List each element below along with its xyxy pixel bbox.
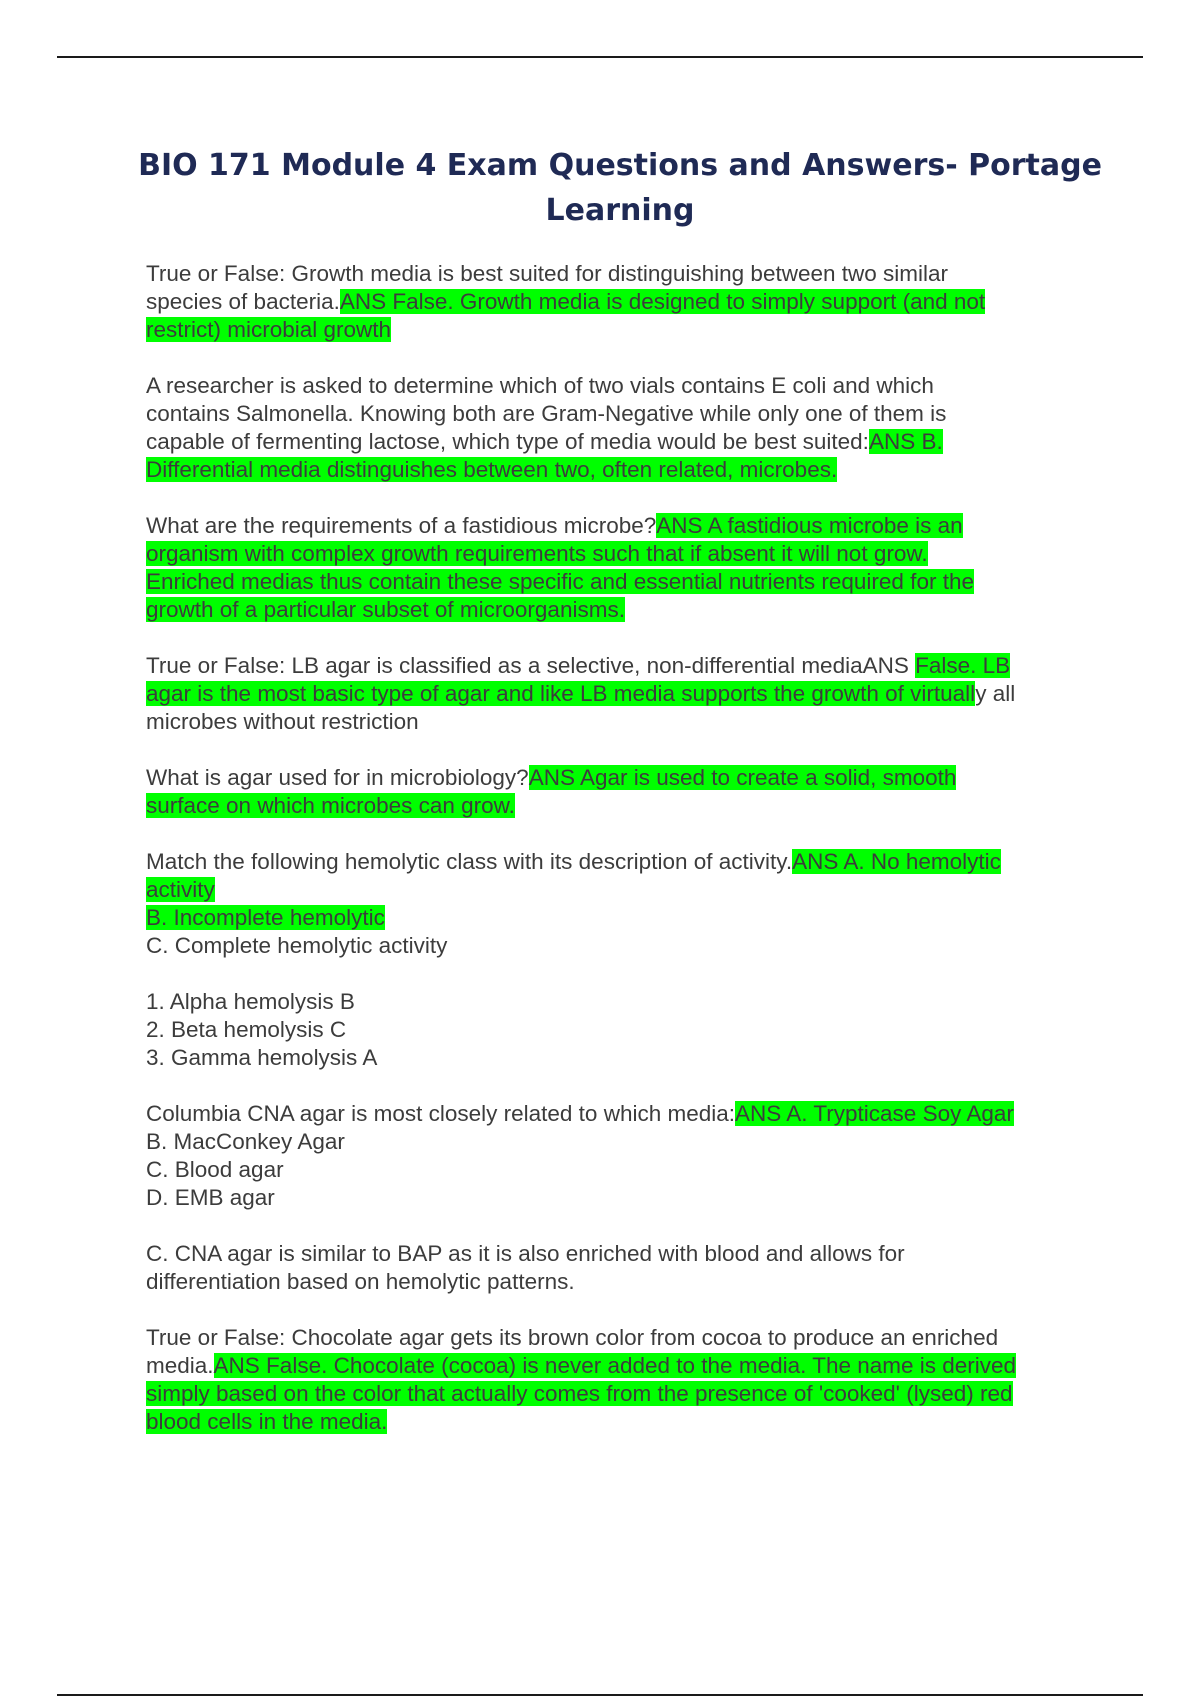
text-line xyxy=(146,1240,1096,1268)
text-line xyxy=(146,512,1096,540)
top-divider xyxy=(57,56,1143,58)
question-text: True or False: LB agar is classified as a selective, non-differential mediaANS xyxy=(146,653,916,678)
question-text: True or False: Chocolate agar gets its brown color from cocoa to produce an enriched xyxy=(146,1325,999,1350)
answer-highlight: Differential media distinguishes between two, often related, microbes. xyxy=(146,457,838,482)
question-block xyxy=(146,988,1096,1072)
answer-highlight: ANS A. Trypticase Soy Agar xyxy=(735,1101,1014,1126)
question-text: C. Complete hemolytic activity xyxy=(146,933,448,958)
text-line xyxy=(146,596,1096,624)
text-line xyxy=(146,540,1096,568)
question-text: media. xyxy=(146,1353,214,1378)
text-line xyxy=(146,1268,1096,1296)
question-text: 3. Gamma hemolysis A xyxy=(146,1045,378,1070)
question-text: capable of fermenting lactose, which type of media would be best suited: xyxy=(146,429,869,454)
document-title xyxy=(130,143,1110,233)
answer-highlight: activity xyxy=(146,877,215,902)
text-line xyxy=(146,792,1096,820)
question-block xyxy=(146,1324,1096,1436)
question-text: C. CNA agar is similar to BAP as it is also enriched with blood and allows for xyxy=(146,1241,905,1266)
title-line-2: Learning xyxy=(545,193,695,228)
question-text: contains Salmonella. Knowing both are Gram-Negative while only one of them is xyxy=(146,401,947,426)
text-line xyxy=(146,904,1096,932)
text-line xyxy=(146,1352,1096,1380)
text-line xyxy=(146,764,1096,792)
text-line xyxy=(146,848,1096,876)
text-line xyxy=(146,372,1096,400)
question-text: A researcher is asked to determine which of two vials contains E coli and which xyxy=(146,373,934,398)
text-line xyxy=(146,652,1096,680)
question-text: Match the following hemolytic class with its description of activity. xyxy=(146,849,793,874)
text-line xyxy=(146,428,1096,456)
text-line xyxy=(146,1128,1096,1156)
answer-highlight: ANS False. Chocolate (cocoa) is never added to the media. The name is derived xyxy=(213,1353,1017,1378)
answer-highlight: organism with complex growth requirements such that if absent it will not grow. xyxy=(146,541,928,566)
question-list xyxy=(146,260,1096,1464)
answer-highlight: ANS False. Growth media is designed to simply support (and not xyxy=(339,289,986,314)
text-line xyxy=(146,1016,1096,1044)
text-line xyxy=(146,932,1096,960)
question-text: differentiation based on hemolytic patterns. xyxy=(146,1269,575,1294)
question-text: What are the requirements of a fastidious microbe? xyxy=(146,513,657,538)
text-line xyxy=(146,456,1096,484)
text-line xyxy=(146,988,1096,1016)
answer-highlight: ANS Agar is used to create a solid, smooth xyxy=(528,765,957,790)
question-text: B. MacConkey Agar xyxy=(146,1129,345,1154)
text-line xyxy=(146,288,1096,316)
question-block xyxy=(146,1240,1096,1296)
question-text: What is agar used for in microbiology? xyxy=(146,765,529,790)
question-block xyxy=(146,764,1096,820)
answer-highlight: blood cells in the media. xyxy=(146,1409,388,1434)
question-block xyxy=(146,372,1096,484)
text-line xyxy=(146,1100,1096,1128)
text-line xyxy=(146,260,1096,288)
answer-highlight: agar is the most basic type of agar and like LB media supports the growth of virtuall xyxy=(146,681,976,706)
question-block xyxy=(146,512,1096,624)
text-line xyxy=(146,316,1096,344)
question-block xyxy=(146,260,1096,344)
text-line xyxy=(146,1408,1096,1436)
answer-highlight: growth of a particular subset of microorganisms. xyxy=(146,597,625,622)
text-line xyxy=(146,876,1096,904)
question-text: 1. Alpha hemolysis B xyxy=(146,989,355,1014)
answer-highlight: False. LB xyxy=(915,653,1011,678)
answer-highlight: ANS A. No hemolytic xyxy=(792,849,1001,874)
question-text: microbes without restriction xyxy=(146,709,419,734)
question-text: True or False: Growth media is best suited for distinguishing between two similar xyxy=(146,261,949,286)
question-text: y all xyxy=(975,681,1016,706)
text-line xyxy=(146,680,1096,708)
text-line xyxy=(146,1044,1096,1072)
question-text: Columbia CNA agar is most closely related to which media: xyxy=(146,1101,735,1126)
question-text: D. EMB agar xyxy=(146,1185,275,1210)
bottom-divider xyxy=(57,1694,1143,1696)
question-text: 2. Beta hemolysis C xyxy=(146,1017,347,1042)
question-block xyxy=(146,848,1096,960)
title-line-1: BIO 171 Module 4 Exam Questions and Answers- Portage xyxy=(138,148,1102,183)
text-line xyxy=(146,1184,1096,1212)
answer-highlight: simply based on the color that actually comes from the presence of 'cooked' (lysed) red xyxy=(146,1381,1013,1406)
text-line xyxy=(146,400,1096,428)
answer-highlight: Enriched medias thus contain these specific and essential nutrients required for the xyxy=(146,569,974,594)
answer-highlight: ANS B. xyxy=(868,429,943,454)
text-line xyxy=(146,1380,1096,1408)
question-text: species of bacteria. xyxy=(146,289,340,314)
answer-highlight: ANS A fastidious microbe is an xyxy=(656,513,963,538)
answer-highlight: restrict) microbial growth xyxy=(146,317,392,342)
text-line xyxy=(146,568,1096,596)
text-line xyxy=(146,1324,1096,1352)
question-block xyxy=(146,1100,1096,1212)
question-text: C. Blood agar xyxy=(146,1157,284,1182)
answer-highlight: B. Incomplete hemolytic xyxy=(146,905,385,930)
question-block xyxy=(146,652,1096,736)
text-line xyxy=(146,1156,1096,1184)
answer-highlight: surface on which microbes can grow. xyxy=(146,793,515,818)
text-line xyxy=(146,708,1096,736)
